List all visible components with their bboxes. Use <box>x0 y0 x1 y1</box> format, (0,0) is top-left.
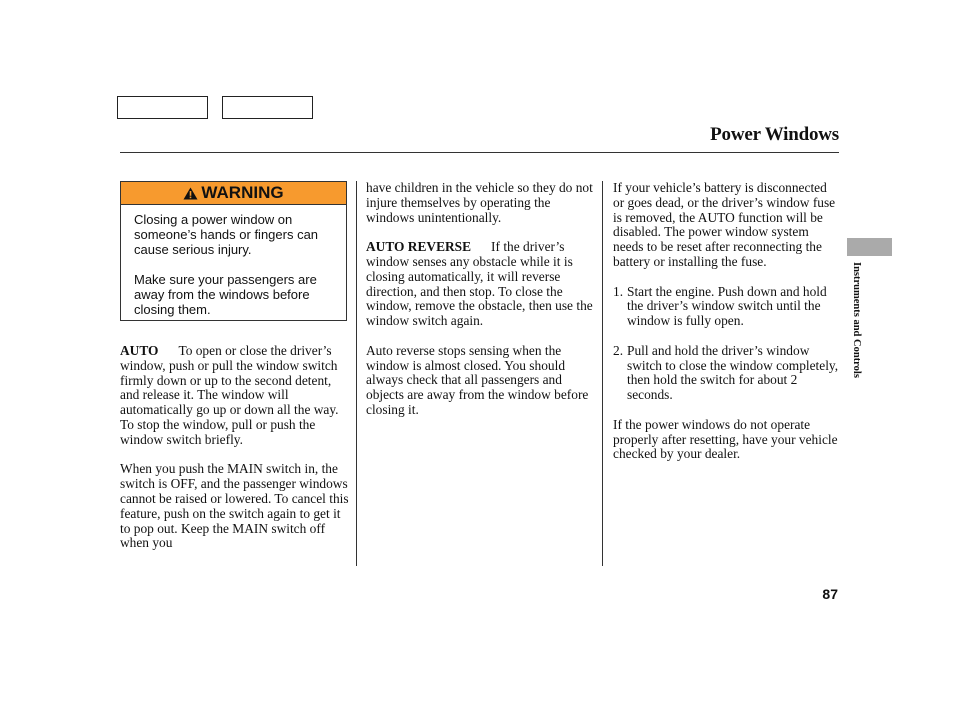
auto-reverse-term: AUTO REVERSE <box>366 239 472 255</box>
auto-reverse-stops-paragraph: Auto reverse stops sensing when the window is almost closed. You should always check that all passengers and objects are away from the window before closing it. <box>366 342 589 417</box>
column-1 <box>120 344 352 566</box>
column-divider <box>602 181 603 566</box>
warning-triangle-icon <box>183 187 198 200</box>
dealer-paragraph: If the power windows do not operate properly after resetting, have your vehicle checked by your dealer. <box>613 416 838 462</box>
auto-paragraph <box>120 344 352 448</box>
warning-text-2: Make sure your passengers are away from the windows before closing them. <box>134 272 317 317</box>
main-switch-paragraph: When you push the MAIN switch in, the switch is OFF, and the passenger windows cannot be raised or lowered. To cancel this feature, push on the switch again to get it to pop out. Keep the MAIN switch off when you <box>120 461 349 551</box>
auto-text: To open or close the driver’s window, push or pull the window switch firmly down or up to the second detent, and release it. The window will automatically go up or down all the way. To stop the window, pull or push the window switch briefly. <box>120 343 339 447</box>
children-paragraph: have children in the vehicle so they do not injure themselves by operating the windows unintentionally. <box>366 180 593 225</box>
section-tab <box>847 238 892 256</box>
column-3 <box>613 181 840 477</box>
auto-reverse-paragraph <box>366 240 594 329</box>
section-label: Instruments and Controls <box>851 262 862 378</box>
next-page-button[interactable] <box>222 96 313 119</box>
list-item <box>613 344 840 403</box>
step-text: Start the engine. Push down and hold the driver’s window switch until the window is fully open. <box>627 283 827 329</box>
auto-reverse-text: If the driver’s window senses any obstacle while it is closing automatically, it will reverse direction, and then stop. To close the window, remove the obstacle, then use the window switch again. <box>366 239 593 329</box>
page-number: 87 <box>822 586 838 602</box>
column-2 <box>366 181 594 433</box>
warning-text-1: Closing a power window on someone’s hands or fingers can cause serious injury. <box>134 212 319 257</box>
previous-page-button[interactable] <box>117 96 208 119</box>
column-divider <box>356 181 357 566</box>
step-text: Pull and hold the driver’s window switch to close the window completely, then hold the switch for about 2 seconds. <box>627 342 839 403</box>
warning-header <box>121 182 346 205</box>
page-title: Power Windows <box>710 124 839 145</box>
warning-body <box>121 205 346 317</box>
warning-box <box>120 181 347 321</box>
reset-steps <box>613 285 840 403</box>
title-divider <box>120 152 839 153</box>
warning-label: WARNING <box>201 183 284 202</box>
step-number: 1. <box>613 283 624 299</box>
step-number: 2. <box>613 342 624 358</box>
battery-paragraph: If your vehicle’s battery is disconnected or goes dead, or the driver’s window fuse is removed, the AUTO function will be disabled. The power window system needs to be reset after reconnecting the battery or installing the fuse. <box>613 180 836 269</box>
list-item <box>613 285 840 329</box>
auto-term: AUTO <box>120 343 159 358</box>
